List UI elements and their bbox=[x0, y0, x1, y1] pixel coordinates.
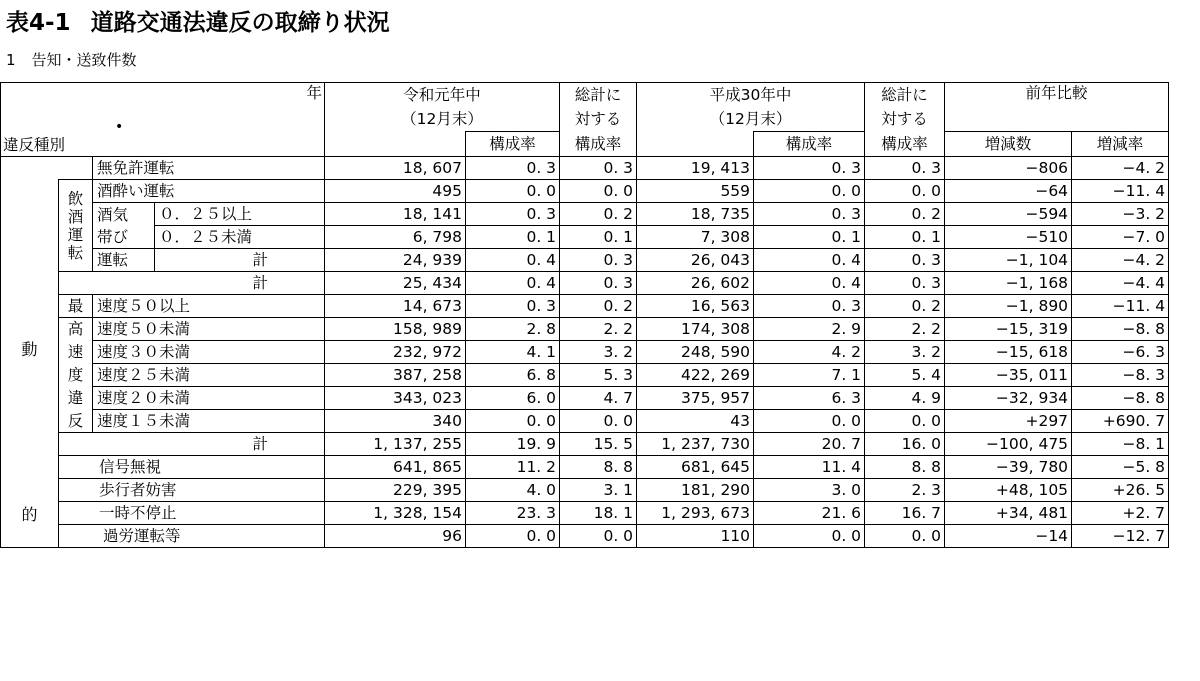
group-speeding-char: 高 bbox=[59, 318, 93, 341]
diff-count: −510 bbox=[945, 226, 1072, 249]
header-share-a: 構成率 bbox=[466, 132, 560, 157]
group-doteki-char-1: 動 bbox=[21, 340, 38, 359]
diff-count: −64 bbox=[945, 180, 1072, 203]
reiwa-share: 4. 0 bbox=[466, 479, 560, 502]
reiwa-share: 11. 2 bbox=[466, 456, 560, 479]
reiwa-count: 6, 798 bbox=[325, 226, 466, 249]
h30-total-ratio: 16. 7 bbox=[865, 502, 945, 525]
reiwa-total-ratio: 0. 0 bbox=[560, 180, 637, 203]
diff-count: −15, 319 bbox=[945, 318, 1072, 341]
h30-total-ratio: 5. 4 bbox=[865, 364, 945, 387]
reiwa-share: 23. 3 bbox=[466, 502, 560, 525]
reiwa-share: 6. 8 bbox=[466, 364, 560, 387]
header-corner bbox=[1, 83, 325, 157]
h30-share: 0. 4 bbox=[754, 249, 865, 272]
violation-type-label: 違反種別 bbox=[3, 136, 66, 154]
h30-share: 0. 3 bbox=[754, 203, 865, 226]
row-label: 運転 bbox=[93, 249, 155, 272]
table-row bbox=[1, 502, 1169, 525]
reiwa-count: 14, 673 bbox=[325, 295, 466, 318]
diff-rate: −5. 8 bbox=[1072, 456, 1169, 479]
table-title-text: 道路交通法違反の取締り状況 bbox=[90, 10, 390, 36]
h30-share: 0. 3 bbox=[754, 157, 865, 180]
reiwa-total-ratio: 0. 3 bbox=[560, 272, 637, 295]
h30-count: 375, 957 bbox=[637, 387, 754, 410]
header-reiwa-1: 令和元年中 bbox=[325, 83, 560, 108]
h30-total-ratio: 0. 3 bbox=[865, 272, 945, 295]
h30-total-ratio: 0. 3 bbox=[865, 249, 945, 272]
row-label: ０．２５未満 bbox=[155, 226, 325, 249]
diff-rate: −8. 3 bbox=[1072, 364, 1169, 387]
h30-count: 7, 308 bbox=[637, 226, 754, 249]
group-sake-line-1: 酒気 bbox=[97, 205, 129, 224]
row-label: 速度５０未満 bbox=[93, 318, 325, 341]
table-row bbox=[1, 203, 1169, 226]
table-row bbox=[1, 525, 1169, 548]
h30-count: 26, 602 bbox=[637, 272, 754, 295]
reiwa-count: 387, 258 bbox=[325, 364, 466, 387]
header-reiwa-1-sub: （12月末） bbox=[325, 107, 560, 132]
reiwa-share: 0. 0 bbox=[466, 410, 560, 433]
row-label: 無免許運転 bbox=[93, 157, 325, 180]
diff-count: −39, 780 bbox=[945, 456, 1072, 479]
diff-rate: +26. 5 bbox=[1072, 479, 1169, 502]
h30-total-ratio: 0. 0 bbox=[865, 180, 945, 203]
reiwa-count: 232, 972 bbox=[325, 341, 466, 364]
h30-count: 1, 293, 673 bbox=[637, 502, 754, 525]
h30-total-ratio: 2. 2 bbox=[865, 318, 945, 341]
diff-rate: −8. 8 bbox=[1072, 387, 1169, 410]
group-speeding-char: 最 bbox=[59, 295, 93, 318]
header-total-ratio-b-2: 対する bbox=[865, 107, 945, 132]
table-row bbox=[1, 226, 1169, 249]
h30-total-ratio: 0. 2 bbox=[865, 203, 945, 226]
table-row bbox=[1, 295, 1169, 318]
h30-total-ratio: 0. 3 bbox=[865, 157, 945, 180]
h30-share: 4. 2 bbox=[754, 341, 865, 364]
diff-count: −806 bbox=[945, 157, 1072, 180]
reiwa-share: 2. 8 bbox=[466, 318, 560, 341]
header-reiwa-1-count-blank bbox=[325, 132, 466, 157]
table-row bbox=[1, 433, 1169, 456]
group-speeding-char: 違 bbox=[59, 387, 93, 410]
year-label: 年 bbox=[306, 84, 323, 102]
group-inshu-char: 転 bbox=[67, 243, 84, 262]
diff-rate: −4. 2 bbox=[1072, 157, 1169, 180]
h30-total-ratio: 16. 0 bbox=[865, 433, 945, 456]
h30-share: 2. 9 bbox=[754, 318, 865, 341]
group-sake-line-2: 帯び bbox=[97, 227, 129, 246]
reiwa-count: 18, 607 bbox=[325, 157, 466, 180]
h30-total-ratio: 8. 8 bbox=[865, 456, 945, 479]
reiwa-total-ratio: 0. 0 bbox=[560, 525, 637, 548]
reiwa-count: 158, 989 bbox=[325, 318, 466, 341]
header-total-ratio-a-1: 総計に bbox=[560, 83, 637, 108]
h30-share: 3. 0 bbox=[754, 479, 865, 502]
h30-count: 248, 590 bbox=[637, 341, 754, 364]
table-row bbox=[1, 180, 1169, 203]
h30-share: 0. 0 bbox=[754, 180, 865, 203]
section-subtitle bbox=[6, 49, 137, 70]
diff-count: +48, 105 bbox=[945, 479, 1072, 502]
reiwa-share: 0. 0 bbox=[466, 525, 560, 548]
header-row-1 bbox=[1, 83, 1169, 108]
reiwa-share: 4. 1 bbox=[466, 341, 560, 364]
row-label: 速度２５未満 bbox=[93, 364, 325, 387]
table-row bbox=[1, 410, 1169, 433]
header-h30: 平成30年中 bbox=[637, 83, 865, 108]
reiwa-total-ratio: 0. 0 bbox=[560, 410, 637, 433]
reiwa-total-ratio: 15. 5 bbox=[560, 433, 637, 456]
section-subtitle-text: 告知・送致件数 bbox=[31, 51, 137, 69]
reiwa-count: 25, 434 bbox=[325, 272, 466, 295]
h30-count: 43 bbox=[637, 410, 754, 433]
reiwa-total-ratio: 8. 8 bbox=[560, 456, 637, 479]
table-row bbox=[1, 318, 1169, 341]
reiwa-total-ratio: 0. 2 bbox=[560, 295, 637, 318]
reiwa-total-ratio: 3. 1 bbox=[560, 479, 637, 502]
table-number: 表4-1 bbox=[6, 10, 71, 36]
h30-total-ratio: 3. 2 bbox=[865, 341, 945, 364]
reiwa-share: 19. 9 bbox=[466, 433, 560, 456]
h30-count: 681, 645 bbox=[637, 456, 754, 479]
reiwa-share: 0. 4 bbox=[466, 272, 560, 295]
group-inshu bbox=[59, 180, 93, 272]
h30-count: 16, 563 bbox=[637, 295, 754, 318]
reiwa-total-ratio: 18. 1 bbox=[560, 502, 637, 525]
row-total-label: 計 bbox=[59, 272, 325, 295]
diff-count: −1, 168 bbox=[945, 272, 1072, 295]
reiwa-total-ratio: 4. 7 bbox=[560, 387, 637, 410]
group-inshu-char: 酒 bbox=[67, 207, 84, 226]
reiwa-count: 641, 865 bbox=[325, 456, 466, 479]
header-total-ratio-a-2: 対する bbox=[560, 107, 637, 132]
h30-total-ratio: 0. 0 bbox=[865, 525, 945, 548]
h30-share: 0. 0 bbox=[754, 410, 865, 433]
header-dot: • bbox=[115, 119, 124, 135]
h30-count: 110 bbox=[637, 525, 754, 548]
reiwa-share: 0. 3 bbox=[466, 157, 560, 180]
h30-count: 18, 735 bbox=[637, 203, 754, 226]
row-label: 速度１５未満 bbox=[93, 410, 325, 433]
diff-rate: −11. 4 bbox=[1072, 295, 1169, 318]
h30-share: 0. 3 bbox=[754, 295, 865, 318]
reiwa-total-ratio: 0. 1 bbox=[560, 226, 637, 249]
header-h30-count-blank bbox=[637, 132, 754, 157]
h30-count: 422, 269 bbox=[637, 364, 754, 387]
row-total-label: 計 bbox=[59, 433, 325, 456]
row-label: 歩行者妨害 bbox=[59, 479, 325, 502]
table-row bbox=[1, 364, 1169, 387]
h30-share: 6. 3 bbox=[754, 387, 865, 410]
diff-count: −35, 011 bbox=[945, 364, 1072, 387]
diff-rate: −4. 4 bbox=[1072, 272, 1169, 295]
diff-rate: −4. 2 bbox=[1072, 249, 1169, 272]
diff-rate: +690. 7 bbox=[1072, 410, 1169, 433]
header-total-ratio-b-3: 構成率 bbox=[865, 132, 945, 157]
diff-count: −32, 934 bbox=[945, 387, 1072, 410]
group-doteki-char-2: 的 bbox=[21, 505, 38, 524]
diff-rate: −8. 8 bbox=[1072, 318, 1169, 341]
row-label: 信号無視 bbox=[59, 456, 325, 479]
group-inshu-char: 飲 bbox=[67, 189, 84, 208]
h30-share: 20. 7 bbox=[754, 433, 865, 456]
reiwa-total-ratio: 0. 3 bbox=[560, 157, 637, 180]
reiwa-count: 343, 023 bbox=[325, 387, 466, 410]
h30-count: 1, 237, 730 bbox=[637, 433, 754, 456]
reiwa-total-ratio: 3. 2 bbox=[560, 341, 637, 364]
section-number: 1 bbox=[6, 51, 16, 69]
table-row bbox=[1, 387, 1169, 410]
header-total-ratio-b-1: 総計に bbox=[865, 83, 945, 108]
reiwa-share: 0. 4 bbox=[466, 249, 560, 272]
table-row bbox=[1, 456, 1169, 479]
reiwa-share: 0. 0 bbox=[466, 180, 560, 203]
diff-count: −1, 104 bbox=[945, 249, 1072, 272]
row-label: ０．２５以上 bbox=[155, 203, 325, 226]
diff-count: −100, 475 bbox=[945, 433, 1072, 456]
header-diff: 増減数 bbox=[945, 132, 1072, 157]
table-title bbox=[6, 4, 390, 37]
header-h30-sub: （12月末） bbox=[637, 107, 865, 132]
reiwa-share: 0. 1 bbox=[466, 226, 560, 249]
reiwa-count: 96 bbox=[325, 525, 466, 548]
row-label: 一時不停止 bbox=[59, 502, 325, 525]
row-label: 速度３０未満 bbox=[93, 341, 325, 364]
h30-total-ratio: 4. 9 bbox=[865, 387, 945, 410]
h30-share: 21. 6 bbox=[754, 502, 865, 525]
table-row bbox=[1, 341, 1169, 364]
row-label: 速度２０未満 bbox=[93, 387, 325, 410]
table-row bbox=[1, 479, 1169, 502]
spacer-cell bbox=[59, 157, 93, 180]
h30-share: 0. 4 bbox=[754, 272, 865, 295]
h30-total-ratio: 0. 2 bbox=[865, 295, 945, 318]
row-subtotal-label: 計 bbox=[155, 249, 325, 272]
reiwa-count: 229, 395 bbox=[325, 479, 466, 502]
diff-count: −1, 890 bbox=[945, 295, 1072, 318]
header-total-ratio-a-3: 構成率 bbox=[560, 132, 637, 157]
h30-count: 181, 290 bbox=[637, 479, 754, 502]
group-speeding-char: 度 bbox=[59, 364, 93, 387]
group-sake bbox=[93, 203, 155, 249]
group-speeding-char: 反 bbox=[59, 410, 93, 433]
diff-count: +297 bbox=[945, 410, 1072, 433]
reiwa-total-ratio: 2. 2 bbox=[560, 318, 637, 341]
reiwa-count: 24, 939 bbox=[325, 249, 466, 272]
table-row bbox=[1, 272, 1169, 295]
h30-total-ratio: 0. 1 bbox=[865, 226, 945, 249]
group-inshu-char: 運 bbox=[67, 225, 84, 244]
reiwa-share: 0. 3 bbox=[466, 203, 560, 226]
row-label: 速度５０以上 bbox=[93, 295, 325, 318]
reiwa-share: 6. 0 bbox=[466, 387, 560, 410]
h30-share: 0. 0 bbox=[754, 525, 865, 548]
reiwa-share: 0. 3 bbox=[466, 295, 560, 318]
reiwa-count: 495 bbox=[325, 180, 466, 203]
h30-share: 11. 4 bbox=[754, 456, 865, 479]
header-rate: 増減率 bbox=[1072, 132, 1169, 157]
table-row bbox=[1, 157, 1169, 180]
diff-rate: −12. 7 bbox=[1072, 525, 1169, 548]
reiwa-count: 340 bbox=[325, 410, 466, 433]
violations-table bbox=[0, 82, 1169, 548]
diff-rate: −8. 1 bbox=[1072, 433, 1169, 456]
reiwa-count: 1, 328, 154 bbox=[325, 502, 466, 525]
diff-rate: −6. 3 bbox=[1072, 341, 1169, 364]
h30-total-ratio: 2. 3 bbox=[865, 479, 945, 502]
diff-count: −14 bbox=[945, 525, 1072, 548]
h30-share: 7. 1 bbox=[754, 364, 865, 387]
diff-count: +34, 481 bbox=[945, 502, 1072, 525]
h30-count: 19, 413 bbox=[637, 157, 754, 180]
h30-count: 174, 308 bbox=[637, 318, 754, 341]
h30-total-ratio: 0. 0 bbox=[865, 410, 945, 433]
diff-count: −15, 618 bbox=[945, 341, 1072, 364]
h30-count: 559 bbox=[637, 180, 754, 203]
diff-count: −594 bbox=[945, 203, 1072, 226]
diff-rate: −11. 4 bbox=[1072, 180, 1169, 203]
header-share-b: 構成率 bbox=[754, 132, 865, 157]
diff-rate: −3. 2 bbox=[1072, 203, 1169, 226]
reiwa-total-ratio: 0. 3 bbox=[560, 249, 637, 272]
group-doteki bbox=[1, 157, 59, 548]
reiwa-count: 1, 137, 255 bbox=[325, 433, 466, 456]
row-label: 過労運転等 bbox=[59, 525, 325, 548]
reiwa-count: 18, 141 bbox=[325, 203, 466, 226]
header-comparison: 前年比較 bbox=[945, 83, 1169, 132]
table-row bbox=[1, 249, 1169, 272]
h30-count: 26, 043 bbox=[637, 249, 754, 272]
reiwa-total-ratio: 0. 2 bbox=[560, 203, 637, 226]
diff-rate: −7. 0 bbox=[1072, 226, 1169, 249]
row-label: 酒酔い運転 bbox=[93, 180, 325, 203]
h30-share: 0. 1 bbox=[754, 226, 865, 249]
diff-rate: +2. 7 bbox=[1072, 502, 1169, 525]
reiwa-total-ratio: 5. 3 bbox=[560, 364, 637, 387]
group-speeding-char: 速 bbox=[59, 341, 93, 364]
